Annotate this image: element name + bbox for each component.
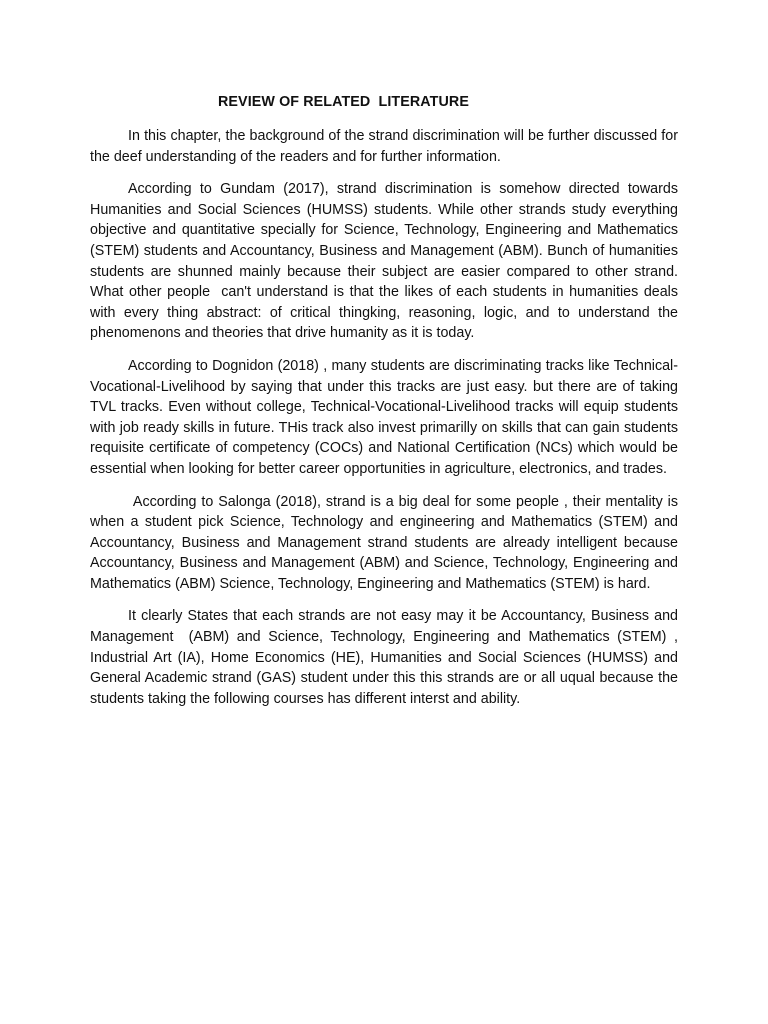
paragraph-conclusion: It clearly States that each strands are not easy may it be Accountancy, Business and Management (ABM) and Science, Technology, Engineering and Mathematics (STEM) , Industrial Art (IA), Home Economics (HE), Humanities and Social Sciences (HUMSS) and General Academic strand (GAS) student under this this strands are or all uqual because the students taking the following courses has different interst and ability. bbox=[90, 608, 682, 707]
paragraph-salonga: According to Salonga (2018), strand is a big deal for some people , their mentality is when a student pick Science, Technology and engineering and Mathematics (STEM) and Accountancy, Business and Management strand students are already intelligent because Accountancy, Business and Management (ABM) and Science, Technology, Engineering and Mathematics (ABM) Science, Technology, Engineering and Mathematics (STEM) is hard. bbox=[90, 493, 682, 592]
paragraph-intro: In this chapter, the background of the strand discrimination will be further discussed for the deef understanding of the readers and for further information. bbox=[90, 128, 682, 165]
paragraph-gundam: According to Gundam (2017), strand discrimination is somehow directed towards Humanities and Social Sciences (HUMSS) students. While other strands study everything objective and quantitative specially for Science, Technology, Engineering and Mathematics (STEM) students and Accountancy, Business and Management (ABM). Bunch of humanities students are shunned mainly because their subject are easier compared to other strand. What other people can't understand is that the likes of each students in humanities deals with every thing abstract: of critical thingking, reasoning, logic, and to understand the phenomenons and theories that drive humanity as it is today. bbox=[90, 181, 682, 342]
document-body bbox=[90, 92, 682, 721]
page-title: REVIEW OF RELATED LITERATURE bbox=[218, 94, 469, 110]
paragraph-dognidon: According to Dognidon (2018) , many students are discriminating tracks like Technical-Vocational-Livelihood by saying that under this tracks are just easy. but there are of taking TVL tracks. Even without college, Technical-Vocational-Livelihood tracks will equip students with job ready skills in future. THis track also invest primarilly on skills that can gain students requisite certificate of competency (COCs) and National Certification (NCs) which would be essential when looking for better career opportunities in agriculture, electronics, and trades. bbox=[90, 357, 682, 477]
